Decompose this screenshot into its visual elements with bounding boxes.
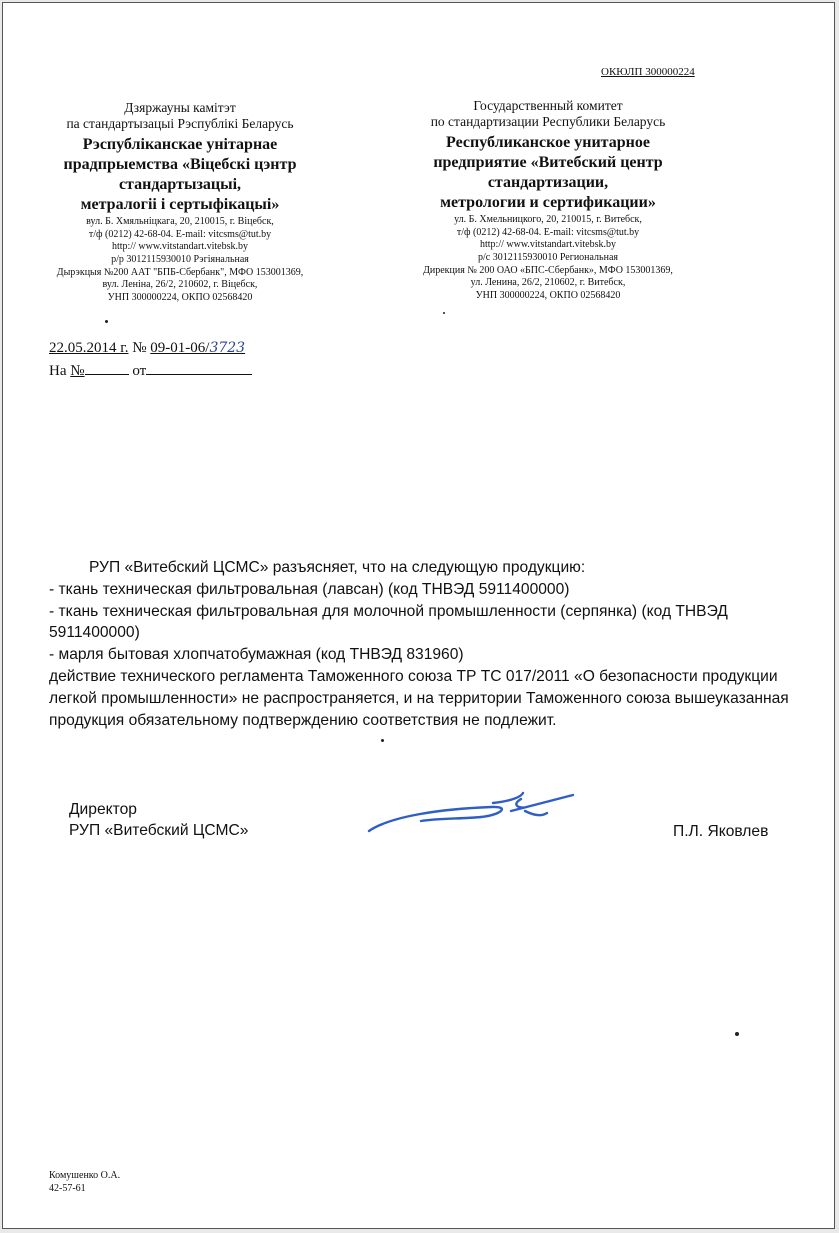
signature-stroke <box>369 793 573 831</box>
executor-name: Комушенко О.А. <box>49 1170 121 1181</box>
details-line: т/ф (0212) 42-68-04. E-mail: vitcsms@tut.by <box>456 226 640 238</box>
outgoing-number-handwritten: 3723 <box>209 340 246 356</box>
reference-ot-label: от <box>132 363 147 379</box>
header-russian <box>383 98 713 303</box>
executor-phone: 42-57-61 <box>49 1183 86 1194</box>
body-conclusion: действие технического регламента Таможенного союза ТР ТС 017/2011 «О безопасности продукции легкой промышленности» не распространяется, и на территории Таможенного союза вышеуказанная продукция обязательному подтверждению соответствия не подлежит. <box>49 668 789 729</box>
details-line: вул. Леніна, 26/2, 210602, г. Віцебск, <box>102 279 258 291</box>
details-line: УНП 300000224, ОКПО 02568420 <box>475 289 621 301</box>
handwritten-signature <box>361 791 581 841</box>
org-line: Рэспубліканскае унітарнае <box>82 135 278 153</box>
reference-number-sign: № <box>70 363 85 379</box>
reference-na-label: На <box>49 363 67 379</box>
outgoing-date: 22.05.2014 г. <box>49 340 129 356</box>
signatory-position <box>69 799 248 841</box>
number-sign: № <box>132 340 147 356</box>
details-line: вул. Б. Хмяльніцкага, 20, 210015, г. Віцебск, <box>86 215 274 227</box>
details-line: ул. Б. Хмельницкого, 20, 210015, г. Витебск, <box>454 213 642 225</box>
details-line: т/ф (0212) 42-68-04. E-mail: vitcsms@tut.by <box>88 228 272 240</box>
org-line: предприятие «Витебский центр <box>433 153 663 171</box>
details-line: Дирекция № 200 ОАО «БПС-Сбербанк», МФО 153001369, <box>423 264 673 276</box>
details-line: р/р 3012115930010 Рэгіянальная <box>111 253 249 265</box>
reference-line <box>49 360 252 380</box>
okud-code: ОКЮЛП 300000224 <box>601 66 695 78</box>
organization-name <box>383 133 713 213</box>
letter-page <box>2 2 835 1229</box>
body-intro: РУП «Витебский ЦСМС» разъясняет, что на следующую продукцию: <box>89 559 586 576</box>
org-line: метрологии и сертификации» <box>440 193 656 211</box>
details-line: Дырэкцыя №200 ААТ "БПБ-Сбербанк", МФО 153001369, <box>56 266 304 278</box>
details-line: http:// www.vitstandart.vitebsk.by <box>479 239 616 251</box>
scan-speck <box>735 1032 739 1036</box>
outgoing-number <box>150 340 245 356</box>
org-line: стандартизации, <box>487 173 609 191</box>
header-belarusian <box>21 100 339 305</box>
product-item: - ткань техническая фильтровальная для молочной промышленности (серпянка) (код ТНВЭД 5911400000) <box>49 602 728 642</box>
org-details <box>383 214 713 303</box>
org-details <box>21 216 339 305</box>
product-item: - ткань техническая фильтровальная (лавсан) (код ТНВЭД 5911400000) <box>49 580 570 598</box>
committee-line: Дзяржауны камітэт <box>124 100 236 115</box>
committee-line: па стандартызацыі Рэспублікі Беларусь <box>66 115 294 131</box>
org-line: Республиканское унитарное <box>446 133 650 151</box>
organization-name <box>21 135 339 215</box>
details-line: УНП 300000224, ОКПО 02568420 <box>107 291 253 303</box>
scan-speck <box>105 320 108 323</box>
scan-speck <box>381 739 384 742</box>
signatory-name: П.Л. Яковлев <box>673 823 769 840</box>
outgoing-date-number <box>49 340 245 357</box>
reference-number-blank <box>85 360 129 375</box>
outgoing-number-printed: 09-01-06/ <box>150 340 210 356</box>
product-item: - марля бытовая хлопчатобумажная (код ТНВЭД 831960) <box>49 646 464 664</box>
committee-line: по стандартизации Республики Беларусь <box>430 113 666 129</box>
details-line: http:// www.vitstandart.vitebsk.by <box>111 241 248 253</box>
org-line: прадпрыемства «Віцебскі цэнтр <box>63 155 297 173</box>
scan-speck <box>443 312 445 314</box>
details-line: ул. Ленина, 26/2, 210602, г. Витебск, <box>470 277 626 289</box>
letter-body <box>49 557 794 732</box>
committee-line: Государственный комитет <box>473 98 623 113</box>
reference-date-blank <box>146 360 252 375</box>
org-line: стандартызацыі, <box>118 175 242 193</box>
details-line: р/с 3012115930010 Региональная <box>478 251 618 263</box>
position-title: Директор <box>69 801 137 818</box>
org-line: метралогіі і сертыфікацыі» <box>80 195 280 213</box>
position-organization: РУП «Витебский ЦСМС» <box>69 822 249 840</box>
executor-info <box>49 1169 120 1195</box>
